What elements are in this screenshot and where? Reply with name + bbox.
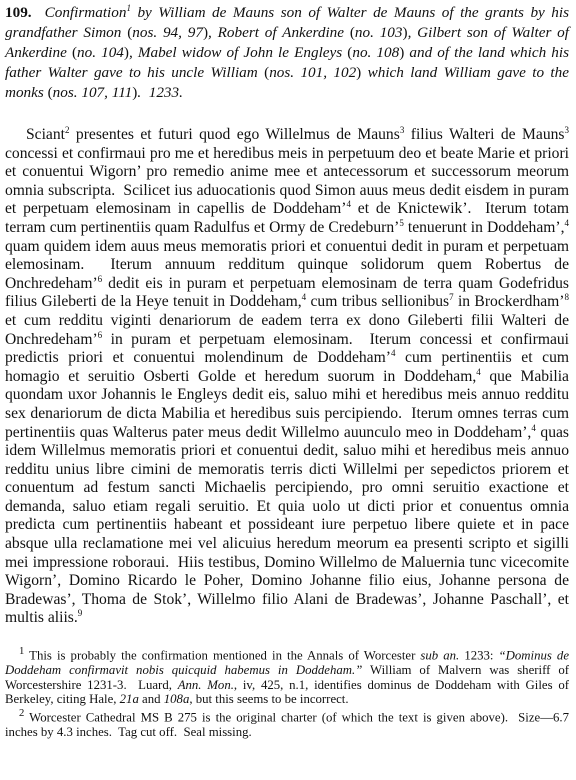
footnote-2: $^2$ Worcester Cathedral MS B 275 is the original charter (of which the text is given above). Size—6.7 inches by 4.3 inches. Tag cut off. Seal missing. bbox=[5, 708, 569, 740]
charter-number: 109. bbox=[5, 4, 32, 21]
charter-heading bbox=[5, 3, 569, 103]
footnotes bbox=[5, 645, 569, 740]
charter-text bbox=[5, 126, 569, 628]
charter-paragraph: Sciant$^2$ presentes et futuri quod ego Willelmus de Mauns$^3$ filius Walteri de Mauns$^3$ concessi et confirmaui pro me et heredibus meis in perpetuum deo et beate Marie et priori et conuentui Wigorn’ pro remedio anime mee et antecessorum et successorum meorum omnia subscripta. Scilicet ius aduocationis quod Simon auus meus dedit eisdem in puram et perpetuam elemosinam in capellis de Doddeham’$^4$ et de Knictewik’. Iterum totam terram cum pertinentiis quam Radulfus et Ormy de Credeburn’$^5$ tenuerunt in Doddeham’,$^4$ quam quidem idem auus meus memoratis priori et conuentui dedit in puram et perpetuam elemosinam. Iterum annuum redditum quinque solidorum quem Robertus de Onchredeham’$^6$ dedit eis in puram et perpetuam elemosinam de terra quam Godefridus filius Gileberti de la Heye tenuit in Doddeham,$^4$ cum tribus sellionibus$^7$ in Brockerdham’$^8$ et cum redditu viginti denariorum de eadem terra ex dono Gileberti filii Walteri de Onchredeham’$^6$ in puram et perpetuam elemosinam. Iterum concessi et confirmaui predictis priori et conuentui molendinum de Doddeham’$^4$ cum pertinentiis et cum homagio et seruitio Osberti Golde et heredum suorum in Doddeham,$^4$ que Mabilia quondam uxor Johannis le Engleys dedit eis, saluo mihi et heredibus meis annuo redditu sex denariorum de dicta Mabilia et heredibus suis percipiendo. Iterum omnes terras cum pertinentiis quas Walterus pater meus dedit Willelmo auunculo meo in Doddeham’,$^4$ quas idem Willelmus memoratis priori et conuentui dedit, saluo mihi et heredibus meis annuo redditu unius libre cimini de memoratis terris dicti Willelmi per sepedictos priorem et conuentum ad festum sancti Michaelis percipiendo, pro omni seruitio exactione et demanda, saluo etiam regali seruitio. Et quia uolo ut dicti prior et conuentus omnia predicta cum pertinentiis habeant et possideant iure perpetuo libere quiete et in pace absque ulla reclamatione mei vel alicuius heredum meorum ea presenti scripto et sigilli mei impressione roboraui. Hiis testibus, Domino Willelmo de Maluernia tunc vicecomite Wigorn’, Domino Ricardo le Poher, Domino Johanne filio eius, Johanne persona de Bradewas’, Thoma de Stok’, Willelmo filio Alani de Bradewas’, Johanne Paschall’, et multis aliis.$^9$ bbox=[5, 124, 570, 627]
document-page bbox=[5, 3, 569, 740]
charter-summary: Confirmation$^1$ by William de Mauns son of Walter de Mauns of the grants by his grandfather Simon (nos. 94, 97), Robert of Ankerdine (no. 103), Gilbert son of Walter of Ankerdine (no. 104), Mabel widow of John le Engleys (no. 108) and of the land which his father Walter gave to his uncle William (nos. 101, 102) which land William gave to the monks (nos. 107, 111). 1233. bbox=[5, 2, 570, 101]
footnote-1: $^1$ This is probably the confirmation mentioned in the Annals of Worcester sub an. 1233: “Dominus de Doddeham confirmavit nobis quicquid habemus in Doddeham.” William of Malvern was sheriff of Worcestershire 1231-3. Luard, Ann. Mon., iv, 425, n.1, identifies dominus de Doddeham with Giles of Berkeley, citing Hale, 21a and 108a, but this seems to be incorrect. bbox=[5, 646, 569, 707]
